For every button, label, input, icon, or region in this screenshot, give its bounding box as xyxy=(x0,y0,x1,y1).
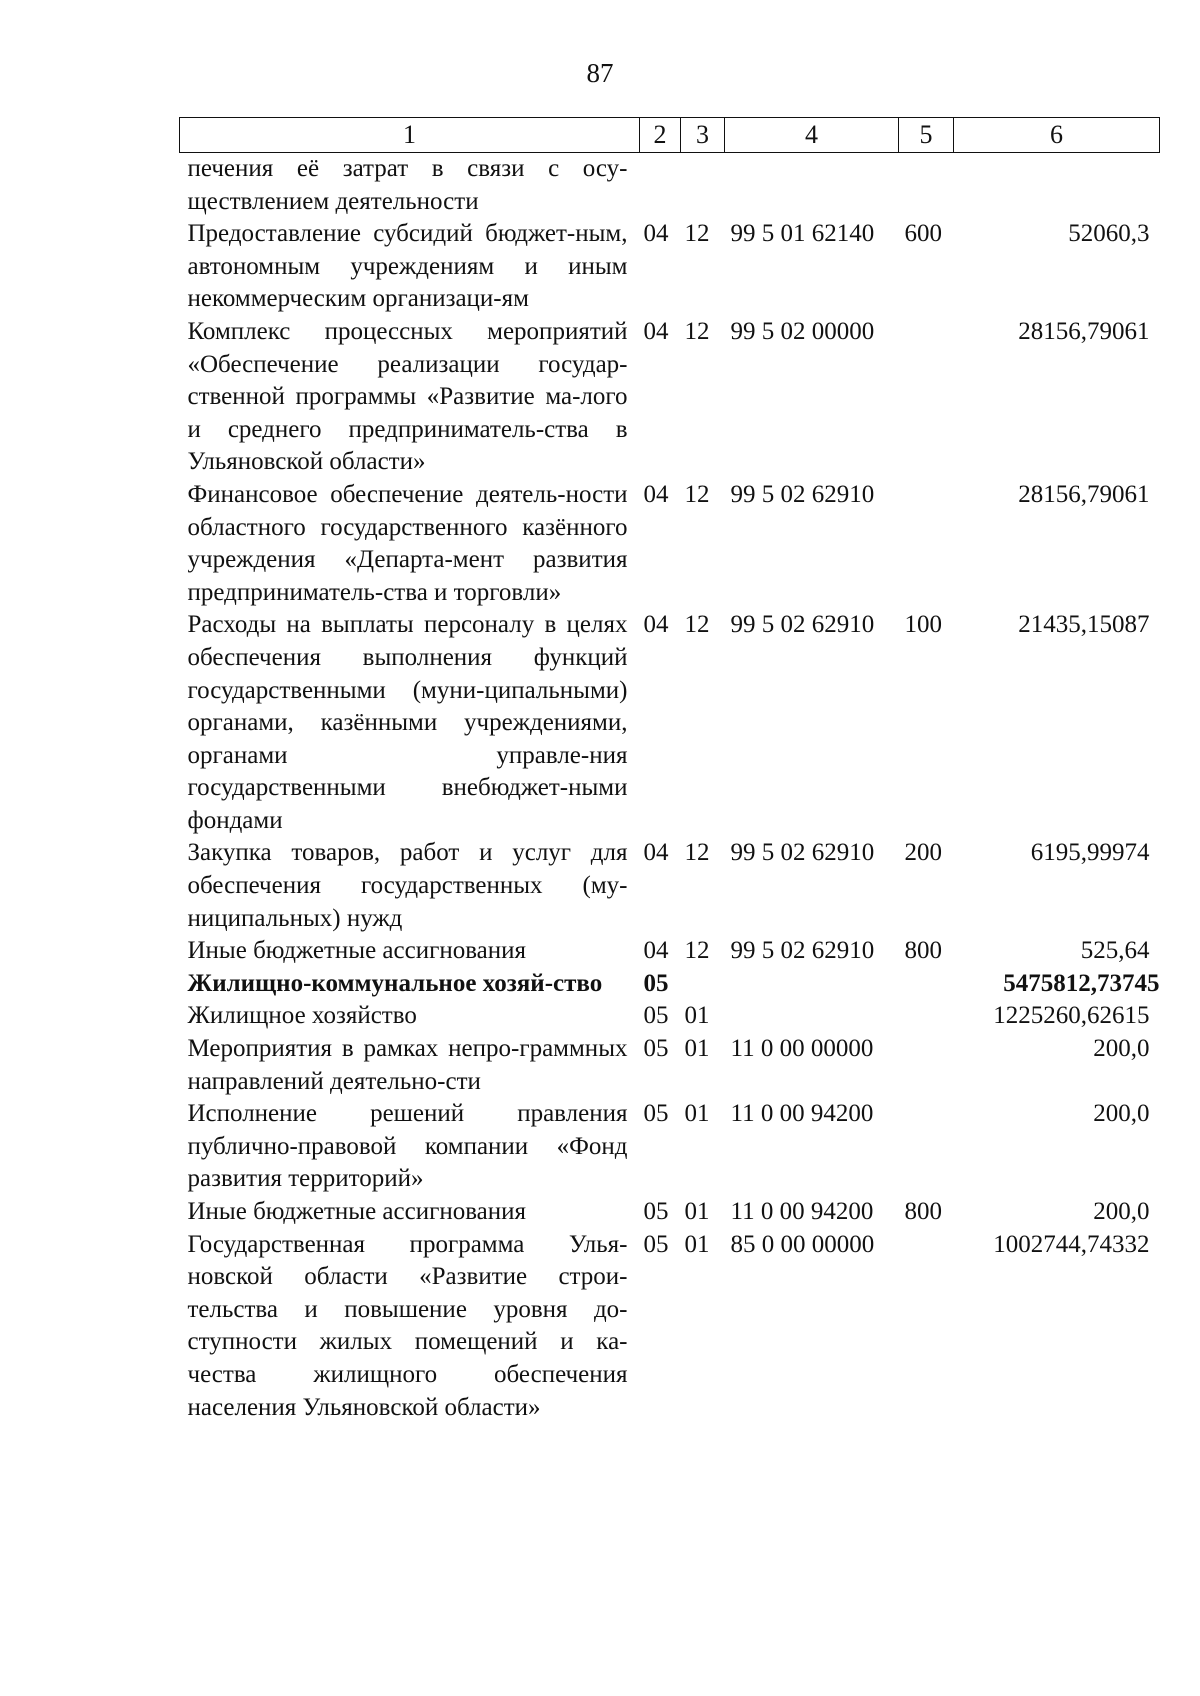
table-row xyxy=(180,1229,1160,1425)
section-code: 04 xyxy=(643,220,669,248)
section-code: 05 xyxy=(643,1002,669,1030)
target-article-code xyxy=(725,1000,899,1033)
amount: 6195,99974 xyxy=(1030,839,1150,867)
subsection-code xyxy=(681,153,725,219)
target-article-code xyxy=(725,968,899,1001)
table-row xyxy=(180,1196,1160,1229)
item-name: Жилищно-коммунальное хозяй-ство xyxy=(187,969,603,997)
subsection-code: 12 xyxy=(684,611,710,639)
expense-type-code xyxy=(899,968,954,1001)
amount: 21435,15087 xyxy=(1018,611,1150,639)
table-row xyxy=(180,837,1160,935)
subsection-code: 12 xyxy=(684,480,710,508)
target-article-code: 99 5 02 62910 xyxy=(730,480,875,508)
section-code: 04 xyxy=(643,611,669,639)
column-header-6: 6 xyxy=(954,118,1160,153)
amount xyxy=(954,153,1160,219)
amount: 1002744,74332 xyxy=(993,1230,1150,1258)
expense-type-code: 800 xyxy=(904,937,942,965)
amount: 52060,3 xyxy=(1068,220,1150,248)
target-article-code: 99 5 02 00000 xyxy=(730,317,875,345)
item-name: Мероприятия в рамках непро-граммных направлений деятельно-сти xyxy=(187,1035,628,1095)
item-name: Расходы на выплаты персоналу в целях обеспечения выполнения функций государственными (муни-ципальными) органами, казёнными учреждениями, органами управле-ния государственными внебюджет-ными фондами xyxy=(187,611,628,834)
target-article-code: 11 0 00 94200 xyxy=(730,1100,874,1128)
item-name: Исполнение решений правления публично-правовой компании «Фонд развития территорий» xyxy=(187,1100,628,1193)
expense-type-code: 200 xyxy=(904,839,942,867)
expense-type-code xyxy=(899,1229,954,1425)
item-name: Государственная программа Улья-новской области «Развитие строи-тельства и повышение уровня до-ступности жилых помещений и ка-чества жилищного обеспечения населения Ульяновской области» xyxy=(187,1230,628,1421)
item-name: Предоставление субсидий бюджет-ным, автономным учреждениям и иным некоммерческим организаци-ям xyxy=(187,220,628,313)
table-row xyxy=(180,1000,1160,1033)
amount: 28156,79061 xyxy=(1018,480,1150,508)
page-number: 87 xyxy=(586,58,614,88)
subsection-code xyxy=(681,968,725,1001)
table-row xyxy=(180,968,1160,1001)
target-article-code: 99 5 02 62910 xyxy=(730,611,875,639)
expense-type-code xyxy=(899,1098,954,1196)
expense-type-code: 800 xyxy=(904,1198,942,1225)
target-article-code: 99 5 02 62910 xyxy=(730,937,875,965)
subsection-code: 01 xyxy=(684,1100,710,1128)
subsection-code: 12 xyxy=(684,317,710,345)
table-body xyxy=(180,153,1160,1425)
expense-type-code xyxy=(899,1033,954,1098)
section-code: 04 xyxy=(643,480,669,508)
amount: 5475812,73745 xyxy=(1003,969,1160,997)
target-article-code: 85 0 00 00000 xyxy=(730,1230,875,1258)
amount: 1225260,62615 xyxy=(993,1002,1150,1030)
item-name: Комплекс процессных мероприятий «Обеспечение реализации государ-ственной программы «Развитие ма-лого и среднего предприниматель-ства в Ульяновской области» xyxy=(187,317,628,476)
section-code xyxy=(640,153,681,219)
table-row xyxy=(180,218,1160,316)
expense-type-code: 600 xyxy=(904,220,942,248)
amount: 200,0 xyxy=(1093,1198,1150,1225)
expense-type-code xyxy=(899,1000,954,1033)
section-code: 05 xyxy=(643,1035,669,1063)
budget-table xyxy=(179,117,1160,1424)
subsection-code: 12 xyxy=(684,220,710,248)
subsection-code: 12 xyxy=(684,839,710,867)
section-code: 05 xyxy=(643,1100,669,1128)
item-name: печения её затрат в связи с осу-ществлением деятельности xyxy=(187,155,628,215)
subsection-code: 01 xyxy=(684,1198,710,1225)
table-row xyxy=(180,1098,1160,1196)
table-row xyxy=(180,316,1160,479)
table-row xyxy=(180,1033,1160,1098)
amount: 525,64 xyxy=(1080,937,1150,965)
item-name: Финансовое обеспечение деятель-ности областного государственного казённого учреждения «Департа-мент развития предприниматель-ства и торговли» xyxy=(187,480,628,606)
item-name: Иные бюджетные ассигнования xyxy=(187,937,527,965)
section-code: 05 xyxy=(643,1198,669,1225)
table-row xyxy=(180,479,1160,609)
table-row xyxy=(180,609,1160,837)
amount: 28156,79061 xyxy=(1018,317,1150,345)
subsection-code: 12 xyxy=(684,937,710,965)
item-name: Иные бюджетные ассигнования xyxy=(187,1198,527,1225)
table-row xyxy=(180,935,1160,968)
subsection-code: 01 xyxy=(684,1230,710,1258)
column-header-5: 5 xyxy=(899,118,954,153)
target-article-code: 99 5 02 62910 xyxy=(730,839,875,867)
column-header-4: 4 xyxy=(725,118,899,153)
amount: 200,0 xyxy=(1093,1100,1150,1128)
section-code: 04 xyxy=(643,937,669,965)
expense-type-code xyxy=(899,479,954,609)
table-row xyxy=(180,153,1160,219)
column-header-3: 3 xyxy=(681,118,725,153)
expense-type-code: 100 xyxy=(904,611,942,639)
section-code: 04 xyxy=(643,317,669,345)
section-code: 05 xyxy=(643,1230,669,1258)
expense-type-code xyxy=(899,153,954,219)
section-code: 05 xyxy=(643,969,669,997)
section-code: 04 xyxy=(643,839,669,867)
target-article-code: 99 5 01 62140 xyxy=(730,220,875,248)
target-article-code: 11 0 00 94200 xyxy=(730,1198,874,1225)
item-name: Жилищное хозяйство xyxy=(187,1002,417,1030)
target-article-code xyxy=(725,153,899,219)
subsection-code: 01 xyxy=(684,1035,710,1063)
column-header-2: 2 xyxy=(640,118,681,153)
column-header-1: 1 xyxy=(180,118,640,153)
item-name: Закупка товаров, работ и услуг для обеспечения государственных (му-ниципальных) нужд xyxy=(187,839,628,932)
subsection-code: 01 xyxy=(684,1002,710,1030)
amount: 200,0 xyxy=(1093,1035,1150,1063)
table-header-row xyxy=(180,118,1160,153)
expense-type-code xyxy=(899,316,954,479)
target-article-code: 11 0 00 00000 xyxy=(730,1035,874,1063)
